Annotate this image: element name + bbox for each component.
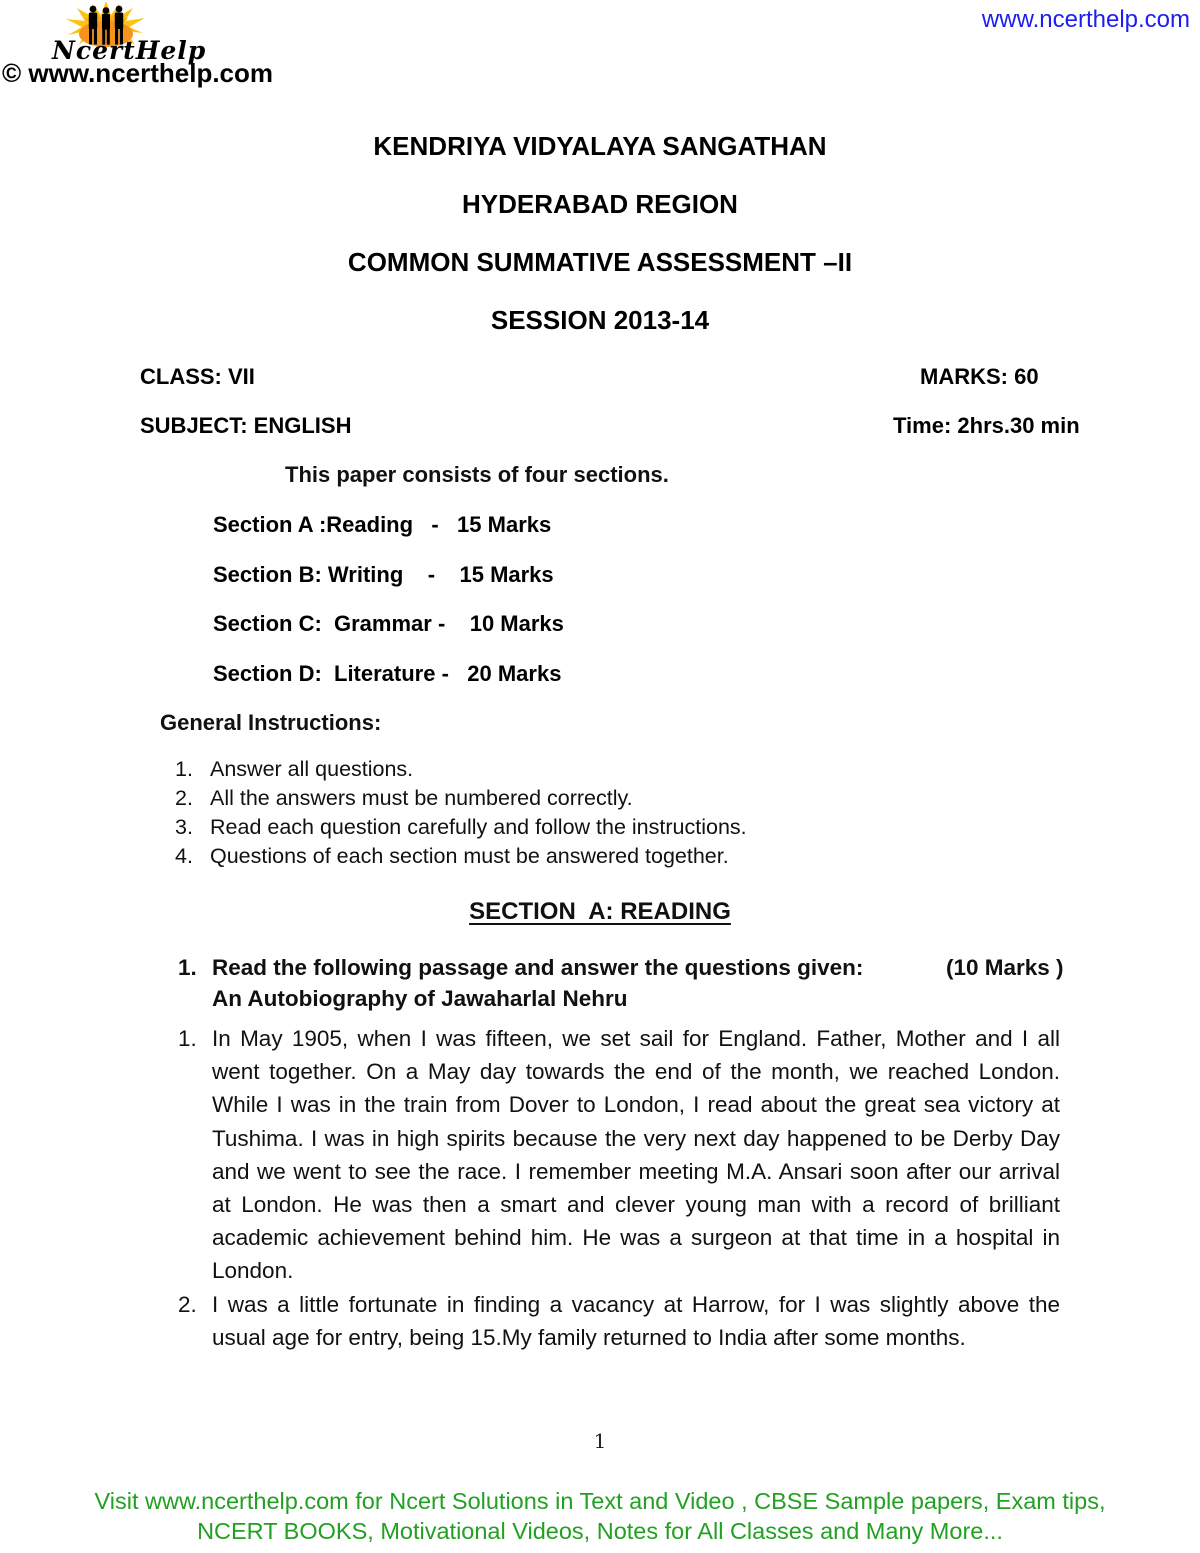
question-1-number: 1. — [178, 955, 197, 980]
instruction-text: Read each question carefully and follow the instructions. — [210, 815, 747, 839]
section-a-marks-line: Section A :Reading - 15 Marks — [213, 512, 552, 537]
instruction-item — [175, 757, 975, 786]
time-label: Time: 2hrs.30 min — [893, 413, 1080, 438]
instruction-item — [175, 844, 975, 873]
passage-title: An Autobiography of Jawaharlal Nehru — [212, 986, 628, 1011]
general-instructions-list — [175, 757, 975, 873]
footer-line-1: Visit www.ncerthelp.com for Ncert Solutions in Text and Video , CBSE Sample papers, Exam tips, — [94, 1488, 1106, 1514]
logo-wordmark: NcertHelp — [52, 36, 207, 65]
reading-passage — [178, 1022, 1060, 1354]
footer-promo — [0, 1487, 1200, 1546]
instruction-item — [175, 786, 975, 815]
instruction-text: Questions of each section must be answered together. — [210, 844, 729, 868]
title-session: SESSION 2013-14 — [490, 305, 710, 335]
footer-line-2: NCERT BOOKS, Motivational Videos, Notes for All Classes and Many More... — [197, 1517, 1003, 1544]
paragraph-number: 2. — [178, 1291, 197, 1317]
paragraph-text: I was a little fortunate in finding a vacancy at Harrow, for I was slightly above the usual age for entry, being 15.My family returned to India after some months. — [212, 1291, 1060, 1350]
question-1-marks: (10 Marks ) — [946, 955, 1064, 980]
instruction-item — [175, 815, 975, 844]
title-organisation: KENDRIYA VIDYALAYA SANGATHAN — [373, 131, 827, 161]
instruction-text: All the answers must be numbered correctly. — [210, 786, 633, 810]
subject-label: SUBJECT: ENGLISH — [140, 413, 352, 438]
ncerthelp-link[interactable]: www.ncerthelp.com — [981, 6, 1190, 33]
question-1-text: Read the following passage and answer the questions given: — [212, 955, 864, 980]
instruction-number: 3. — [175, 815, 193, 839]
title-region: HYDERABAD REGION — [462, 189, 738, 219]
instruction-text: Answer all questions. — [210, 757, 414, 781]
passage-paragraph — [178, 1288, 1060, 1354]
section-b-marks-line: Section B: Writing - 15 Marks — [213, 562, 554, 587]
section-a-heading-text: SECTION A: READING — [469, 898, 731, 925]
general-instructions-title: General Instructions: — [160, 710, 382, 735]
instruction-number: 2. — [175, 786, 193, 810]
marks-label: MARKS: 60 — [920, 364, 1039, 389]
passage-paragraph — [178, 1022, 1060, 1288]
paper-intro: This paper consists of four sections. — [285, 462, 669, 487]
section-a-heading — [0, 898, 1200, 926]
class-label: CLASS: VII — [140, 364, 255, 389]
section-c-marks-line: Section C: Grammar - 10 Marks — [213, 611, 564, 636]
paragraph-text: In May 1905, when I was fifteen, we set sail for England. Father, Mother and I all went together. On a May day towards the end of the month, we reached London. While I was in the train from Dover to London, I read about the great sea victory at Tushima. I was in high spirits because the very next day happened to be Derby Day and we went to see the race. I remember meeting M.A. Ansari soon after our arrival at London. He was then a smart and clever young man with a record of brilliant academic achievement behind him. He was a surgeon at that time in a hospital in London. — [212, 1026, 1060, 1284]
page-number: 1 — [593, 1429, 607, 1453]
title-assessment: COMMON SUMMATIVE ASSESSMENT –II — [347, 247, 853, 277]
paragraph-number: 1. — [178, 1026, 197, 1051]
section-d-marks-line: Section D: Literature - 20 Marks — [213, 661, 562, 686]
instruction-number: 4. — [175, 844, 193, 868]
copyright-text: © www.ncerthelp.com — [2, 58, 274, 88]
instruction-number: 1. — [175, 757, 193, 781]
